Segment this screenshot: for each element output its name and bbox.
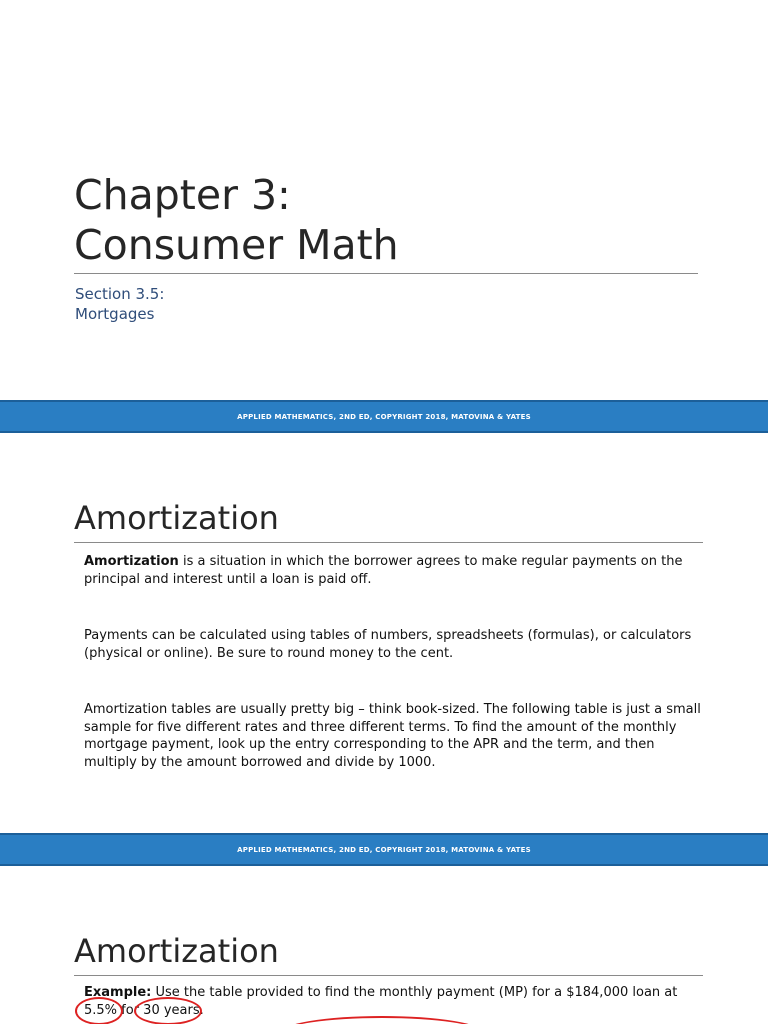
chapter-title: [74, 170, 399, 270]
rate-annotation-circle: [75, 997, 123, 1024]
slide-footer: [0, 833, 768, 866]
example-rate: 5.5%: [84, 1002, 118, 1018]
slide-heading: Amortization: [74, 932, 279, 970]
section-name: Mortgages: [75, 305, 155, 323]
example-term: 30 years.: [143, 1002, 204, 1018]
term-annotation-circle: [134, 997, 202, 1024]
example-label: Example:: [84, 985, 152, 1000]
slide-title: [0, 0, 768, 400]
slide-footer: [0, 400, 768, 433]
footer-text: APPLIED MATHEMATICS, 2ND ED, COPYRIGHT 2018, MATOVINA & YATES: [237, 845, 531, 854]
example-text: Use the table provided to find the monthly payment (MP) for a $184,000 loan at: [151, 985, 678, 1000]
heading-divider: [74, 542, 703, 543]
slide-amortization-example: [0, 866, 768, 1024]
slide-amortization-definition: [0, 433, 768, 833]
payments-paragraph: Payments can be calculated using tables of numbers, spreadsheets (formulas), or calculators (physical or online). Be sure to round money to the cent.: [84, 628, 692, 661]
definition-paragraph: [84, 553, 704, 588]
section-number: Section 3.5:: [75, 285, 165, 303]
tables-paragraph: Amortization tables are usually pretty big – think book-sized. The following table is just a small sample for five different rates and three different terms. To find the amount of the monthly mortgage payment, look up the entry corresponding to the APR and the term, and then multiply by the amount borrowed and divide by 1000.: [84, 702, 701, 770]
chapter-title-line1: Chapter 3:: [74, 171, 291, 219]
footer-text: APPLIED MATHEMATICS, 2ND ED, COPYRIGHT 2018, MATOVINA & YATES: [237, 412, 531, 421]
chapter-title-line2: Consumer Math: [74, 221, 399, 269]
title-divider: [74, 273, 698, 274]
example-for: for: [117, 1002, 144, 1018]
slide-heading: Amortization: [74, 499, 279, 537]
term-bold: Amortization: [84, 554, 179, 569]
section-subtitle: [75, 284, 164, 324]
heading-divider: [74, 975, 703, 976]
definition-text: is a situation in which the borrower agrees to make regular payments on the principal and interest until a loan is paid off.: [84, 554, 683, 587]
